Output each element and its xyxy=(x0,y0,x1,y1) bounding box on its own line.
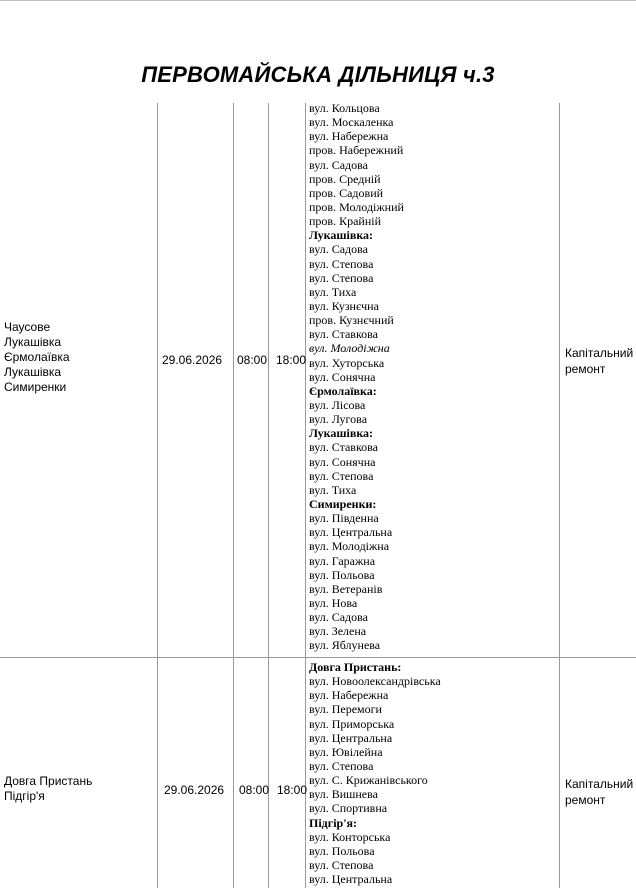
street-item: вул. Хуторська xyxy=(309,355,385,370)
street-item: вул. Садова xyxy=(309,610,368,625)
row-divider xyxy=(0,657,636,658)
street-item: вул. Садова xyxy=(309,242,368,257)
street-item: пров. Садовий xyxy=(309,185,384,200)
grid-line xyxy=(559,103,560,888)
street-item: вул. Степова xyxy=(309,468,374,483)
settlement-name: Лукашівка xyxy=(4,365,62,379)
settlement-name: Єрмолаївка xyxy=(4,350,70,364)
street-item: вул. Зелена xyxy=(309,624,367,639)
street-item: вул. Яблунева xyxy=(309,638,381,653)
time-to-cell: 18:00 xyxy=(277,783,308,797)
settlement-name: Чаусове xyxy=(4,320,51,334)
street-item: вул. Нова xyxy=(309,595,358,610)
settlement-header: Лукашівка: xyxy=(309,426,374,441)
street-item: пров. Набережний xyxy=(309,143,404,158)
street-item: вул. Центральна xyxy=(309,730,393,745)
street-item: вул. Польова xyxy=(309,567,375,582)
street-item: вул. Гаражна xyxy=(309,553,376,568)
settlement-header: Єрмолаївка: xyxy=(309,383,377,398)
street-item: вул. Центральна xyxy=(309,525,393,540)
street-item: вул. Ветеранів xyxy=(309,581,383,596)
street-item: вул. Набережна xyxy=(309,688,389,703)
street-item: вул. Лісова xyxy=(309,397,366,412)
settlement-header: Довга Пристань: xyxy=(309,660,402,674)
street-item: вул. Центральна xyxy=(309,872,393,887)
street-item: вул. Москаленка xyxy=(309,115,394,130)
street-item: пров. Кузнєчний xyxy=(309,313,394,328)
time-to-cell: 18:00 xyxy=(276,353,307,367)
date-cell: 29.06.2026 xyxy=(162,353,223,367)
settlement-header: Симиренки: xyxy=(309,496,377,511)
street-item: вул. Новоолександрівська xyxy=(309,674,441,689)
date-cell: 29.06.2026 xyxy=(164,783,225,797)
street-item: вул. Молодіжна xyxy=(309,341,390,356)
street-item: вул. Лугова xyxy=(309,412,368,427)
settlement-name: Симиренки xyxy=(4,380,67,394)
grid-line xyxy=(305,103,306,888)
settlement-name: Підгір'я xyxy=(4,789,45,803)
street-item: вул. Степова xyxy=(309,857,374,872)
street-item: вул. Степова xyxy=(309,758,374,773)
settlement-name: Довга Пристань xyxy=(4,774,93,788)
street-item: пров. Средній xyxy=(309,171,381,186)
street-item: вул. Сонячна xyxy=(309,369,376,384)
streets-list xyxy=(309,660,441,886)
streets-list xyxy=(309,101,404,652)
settlements-cell xyxy=(4,774,92,804)
street-item: вул. Ставкова xyxy=(309,440,378,455)
street-item: вул. С. Крижанівського xyxy=(309,773,428,788)
street-item: вул. Вишнева xyxy=(309,787,378,802)
street-item: пров. Крайній xyxy=(309,214,382,229)
street-item: вул. Кольцова xyxy=(309,101,380,115)
work-type-cell: Капітальний ремонт xyxy=(565,346,634,376)
street-item: вул. Тиха xyxy=(309,482,357,497)
work-type-cell: Капітальний ремонт xyxy=(565,777,634,807)
street-item: вул. Тиха xyxy=(309,284,357,299)
street-item: вул. Сонячна xyxy=(309,454,376,469)
street-item: вул. Кузнєчна xyxy=(309,298,379,313)
settlements-cell xyxy=(4,320,70,395)
grid-line xyxy=(233,103,234,888)
settlement-name: Лукашівка xyxy=(4,335,62,349)
top-border xyxy=(0,0,636,1)
street-item: вул. Конторська xyxy=(309,829,391,844)
grid-line xyxy=(268,103,269,888)
street-item: пров. Молодіжний xyxy=(309,199,404,214)
time-from-cell: 08:00 xyxy=(237,353,268,367)
settlement-header: Підгір'я: xyxy=(309,815,358,830)
street-item: вул. Південна xyxy=(309,511,379,526)
street-item: вул. Спортивна xyxy=(309,801,388,816)
street-item: вул. Перемоги xyxy=(309,702,382,717)
street-item: вул. Садова xyxy=(309,157,368,172)
street-item: вул. Молодіжна xyxy=(309,539,390,554)
time-from-cell: 08:00 xyxy=(239,783,270,797)
street-item: вул. Польова xyxy=(309,843,375,858)
street-item: вул. Ставкова xyxy=(309,327,378,342)
street-item: вул. Ювілейна xyxy=(309,744,383,759)
street-item: вул. Степова xyxy=(309,256,374,271)
street-item: вул. Набережна xyxy=(309,129,389,144)
settlement-header: Лукашівка: xyxy=(309,228,374,243)
street-item: вул. Приморська xyxy=(309,716,395,731)
street-item: вул. Степова xyxy=(309,270,374,285)
grid-line xyxy=(157,103,158,888)
page-title: ПЕРВОМАЙСЬКА ДІЛЬНИЦЯ ч.3 xyxy=(141,62,495,87)
